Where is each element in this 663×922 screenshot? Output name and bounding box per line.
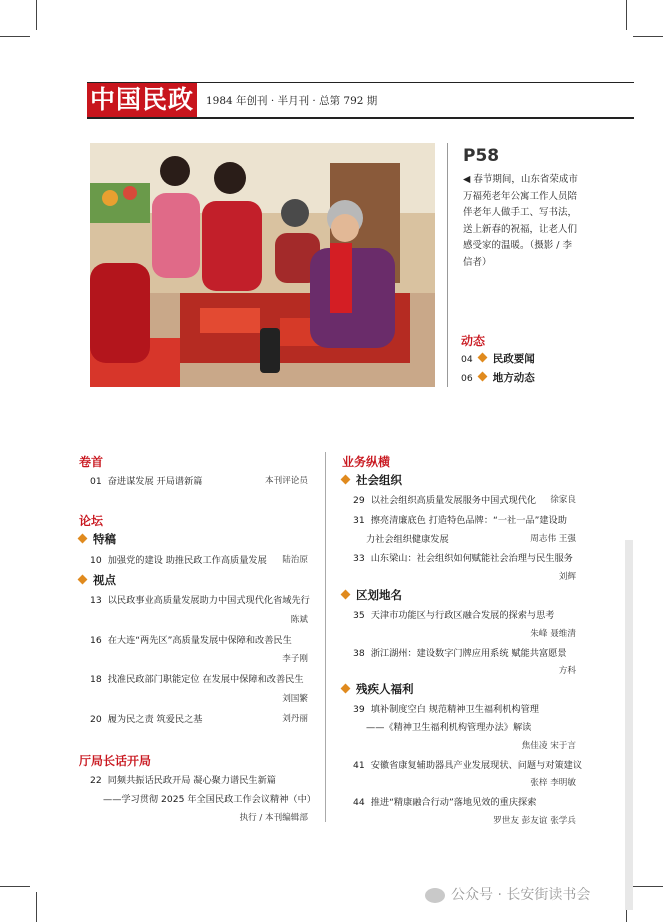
diamond-bullet-icon [341,684,351,694]
toc-author: 徐家良 [550,495,576,505]
section-juanshou-title: 卷首 [79,455,104,469]
toc-entry[interactable]: 29 以社会组织高质量发展服务中国式现代化 [353,495,537,506]
diamond-bullet-icon [341,475,351,485]
subsection-shehui: 社会组织 [342,472,402,488]
subsection-quhua: 区划地名 [342,587,402,603]
masthead-logo: 中国民政 [87,83,197,117]
toc-entry[interactable]: 20 履为民之责 筑爱民之基 [90,714,203,725]
diamond-bullet-icon [341,590,351,600]
section-dongtai-title: 动态 [461,334,486,348]
section-luntan-title: 论坛 [79,514,104,528]
toc-entry[interactable]: 13 以民政事业高质量发展助力中国式现代化省域先行 [90,595,310,606]
toc-entry[interactable]: 01 奋进谋发展 开局谱新篇 [90,476,203,487]
toc-entry[interactable]: 39 填补制度空白 规范精神卫生福利机构管理 [353,704,539,715]
toc-entry[interactable]: 10 加强党的建设 助推民政工作高质量发展 [90,555,267,566]
toc-author: 陆治原 [282,555,308,565]
toc-author: 张梓 李明敏 [530,778,576,788]
photo-page-number: P58 [463,146,500,166]
header-bottom-rule [87,117,634,119]
toc-author: 李子刚 [282,654,308,664]
issue-info: 1984 年创刊 · 半月刊 · 总第 792 期 [206,95,378,107]
toc-entry[interactable]: 16 在大连“两先区”高质量发展中保障和改善民生 [90,635,292,646]
scrollbar[interactable] [625,540,633,910]
toc-author: 方科 [558,666,576,676]
toc-entry[interactable]: 33 山东梁山：社会组织如何赋能社会治理与民生服务 [353,553,573,564]
crop-mark [626,0,627,30]
column-divider [325,452,326,822]
toc-author: 刘丹丽 [282,714,308,724]
photo-caption: ◀ 春节期间，山东省荣成市万福苑老年公寓工作人员陪伴老年人做手工、写书法，送上新春的祝福，让老人们感受家的温暖。（摄影 / 李信者） [463,174,578,268]
diamond-bullet-icon [477,353,487,363]
diamond-bullet-icon [78,534,88,544]
toc-entry[interactable]: 35 天津市功能区与行政区融合发展的探索与思考 [353,610,555,621]
crop-mark [0,886,30,887]
diamond-bullet-icon [477,372,487,382]
toc-entry[interactable]: 22 同频共振话民政开局 凝心聚力谱民生新篇 [90,775,276,786]
toc-author: 周志伟 王强 [530,534,576,544]
cover-photo [90,143,435,387]
wechat-watermark: 公众号 · 长安街读书会 [425,884,590,904]
crop-mark [36,892,37,922]
crop-mark [0,36,30,37]
section-yewu-title: 业务纵横 [342,455,391,469]
toc-author: 执行 / 本刊编辑部 [239,813,308,823]
crop-mark [633,36,663,37]
crop-mark [633,886,663,887]
section-tingju-title: 厅局长话开局 [79,754,152,768]
toc-author: 陈斌 [290,615,308,625]
toc-entry[interactable]: 06 地方动态 [461,372,535,384]
toc-author: 焦佳凌 宋于言 [521,741,576,751]
toc-entry-subtitle: ——《精神卫生福利机构管理办法》解读 [366,722,532,733]
subsection-shidian: 视点 [79,572,116,588]
toc-author: 刘国繁 [282,694,308,704]
toc-entry[interactable]: 41 安徽省康复辅助器具产业发展现状、问题与对策建议 [353,760,583,771]
toc-entry[interactable]: 44 推进“精康融合行动”落地见效的重庆探索 [353,797,537,808]
toc-entry[interactable]: 04 民政要闻 [461,353,535,365]
subsection-tegao: 特稿 [79,531,116,547]
toc-entry-subtitle: ——学习贯彻 2025 年全国民政工作会议精神（中） [103,794,316,805]
toc-entry[interactable]: 38 浙江湖州：建设数字门牌应用系统 赋能共富愿景 [353,648,567,659]
toc-author: 刘辉 [558,572,576,582]
toc-author: 本刊评论员 [265,476,308,486]
toc-entry-continued: 力社会组织健康发展 [366,534,449,545]
diamond-bullet-icon [78,575,88,585]
toc-author: 朱峰 聂维清 [530,629,576,639]
toc-entry[interactable]: 18 找准民政部门职能定位 在发展中保障和改善民生 [90,674,304,685]
wechat-icon [425,888,445,903]
crop-mark [36,0,37,30]
toc-author: 罗世友 彭友谊 张学兵 [493,816,576,826]
subsection-canji: 残疾人福利 [342,681,414,697]
toc-entry[interactable]: 31 擦亮清廉底色 打造特色品牌：“一社一品”建设助 [353,515,567,526]
photo-divider [447,143,448,387]
